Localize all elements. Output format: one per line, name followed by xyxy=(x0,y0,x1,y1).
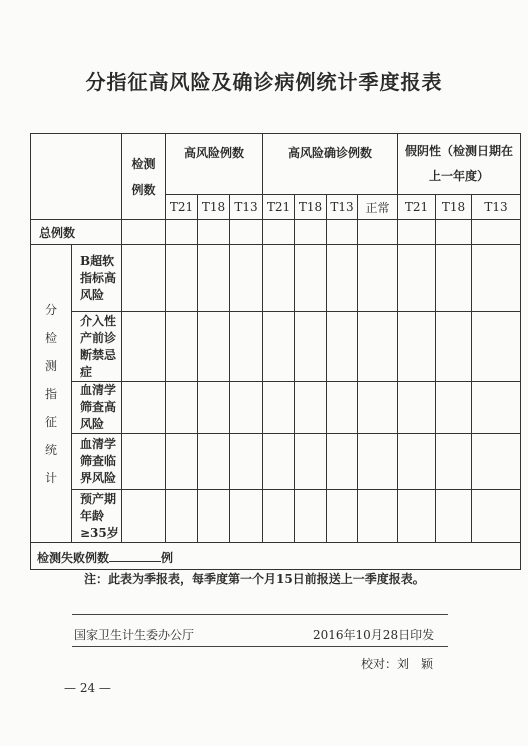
indication-row xyxy=(31,490,521,543)
sub-header-confirmed-t13: T13 xyxy=(327,195,358,220)
table-cell xyxy=(295,245,327,312)
table-cell xyxy=(198,220,230,245)
document-title: 分指征高风险及确诊病例统计季度报表 xyxy=(85,70,443,94)
indication-label: 血清学筛查临界风险 xyxy=(72,434,122,490)
sub-header-confirmed-t18: T18 xyxy=(295,195,327,220)
table-cell xyxy=(327,312,358,382)
indication-label: 血清学筛查高风险 xyxy=(72,382,122,434)
table-cell xyxy=(295,220,327,245)
table-cell xyxy=(122,220,166,245)
table-cell xyxy=(263,382,295,434)
sub-header-high-risk-t13: T13 xyxy=(230,195,263,220)
table-cell xyxy=(327,220,358,245)
table-cell xyxy=(398,220,436,245)
indication-label: 介入性产前诊断禁忌症 xyxy=(72,312,122,382)
divider-bottom xyxy=(72,646,448,647)
table-cell xyxy=(122,434,166,490)
table-cell xyxy=(398,312,436,382)
table-cell xyxy=(436,490,472,543)
table-cell xyxy=(358,434,398,490)
table-cell xyxy=(436,245,472,312)
total-row xyxy=(31,220,521,245)
indication-section-label: 分检测指征统计 xyxy=(31,245,72,543)
table-cell xyxy=(198,245,230,312)
table-cell xyxy=(436,434,472,490)
print-date: 2016年10月28日印发 xyxy=(313,628,435,642)
header-group-confirmed: 高风险确诊例数 xyxy=(263,134,398,195)
table-cell xyxy=(166,382,198,434)
table-cell xyxy=(263,220,295,245)
table-cell xyxy=(327,434,358,490)
table-cell xyxy=(198,434,230,490)
divider-top xyxy=(72,614,448,615)
table-cell xyxy=(166,220,198,245)
sub-header-high-risk-t18: T18 xyxy=(198,195,230,220)
indication-row xyxy=(31,382,521,434)
table-cell xyxy=(230,312,263,382)
failure-blank xyxy=(109,547,161,562)
table-cell xyxy=(358,220,398,245)
table-cell xyxy=(122,490,166,543)
table-cell xyxy=(472,220,521,245)
failure-count-row xyxy=(31,543,521,570)
table-cell xyxy=(398,245,436,312)
table-cell xyxy=(358,245,398,312)
note-text: 注：此表为季报表，每季度第一个月15日前报送上一季度报表。 xyxy=(84,572,425,586)
report-table xyxy=(30,133,521,570)
table-cell xyxy=(472,434,521,490)
table-cell xyxy=(295,490,327,543)
table-cell xyxy=(263,490,295,543)
failure-unit: 例 xyxy=(161,550,174,565)
table-cell xyxy=(436,312,472,382)
indication-label: 预产期年龄≥35岁 xyxy=(72,490,122,543)
table-cell xyxy=(358,312,398,382)
table-cell xyxy=(472,490,521,543)
sub-header-high-risk-t21: T21 xyxy=(166,195,198,220)
table-cell xyxy=(166,245,198,312)
table-cell xyxy=(358,382,398,434)
table-cell xyxy=(122,382,166,434)
table-cell xyxy=(263,434,295,490)
table-cell xyxy=(198,490,230,543)
table-cell xyxy=(263,312,295,382)
failure-row xyxy=(31,543,521,570)
table-cell xyxy=(436,220,472,245)
table-cell xyxy=(295,382,327,434)
table-cell xyxy=(398,382,436,434)
sub-header-false-negative-t13: T13 xyxy=(472,195,521,220)
sub-header-false-negative-t21: T21 xyxy=(398,195,436,220)
table-cell xyxy=(263,245,295,312)
total-label: 总例数 xyxy=(31,220,122,245)
table-cell xyxy=(166,434,198,490)
table-cell xyxy=(472,382,521,434)
table-cell xyxy=(230,220,263,245)
table-cell xyxy=(327,382,358,434)
sub-header-false-negative-t18: T18 xyxy=(436,195,472,220)
issuer: 国家卫生计生委办公厅 xyxy=(74,628,195,642)
table-cell xyxy=(198,382,230,434)
table-cell xyxy=(398,434,436,490)
table-cell xyxy=(230,434,263,490)
indication-row xyxy=(31,245,521,312)
table-cell xyxy=(398,490,436,543)
indication-row xyxy=(31,312,521,382)
table-cell xyxy=(230,382,263,434)
table-cell xyxy=(295,312,327,382)
proofreader: 校对：刘 颖 xyxy=(361,657,434,671)
corner-cell xyxy=(31,134,122,220)
table-cell xyxy=(122,312,166,382)
table-cell xyxy=(295,434,327,490)
sub-header-confirmed-normal: 正常 xyxy=(358,195,398,220)
table-cell xyxy=(472,312,521,382)
table-cell xyxy=(436,382,472,434)
table-cell xyxy=(166,490,198,543)
page-number: — 24 — xyxy=(64,681,111,695)
table-cell xyxy=(230,490,263,543)
failure-label: 检测失败例数 xyxy=(37,550,110,565)
header-group-high-risk: 高风险例数 xyxy=(166,134,263,195)
table-cell xyxy=(198,312,230,382)
sub-header-confirmed-t21: T21 xyxy=(263,195,295,220)
detection-count-header: 检测例数 xyxy=(122,134,166,220)
table-cell xyxy=(327,490,358,543)
table-cell xyxy=(327,245,358,312)
header-group-false-negative: 假阴性（检测日期在上一年度） xyxy=(398,134,521,195)
table-cell xyxy=(358,490,398,543)
table-cell xyxy=(122,245,166,312)
table-cell xyxy=(472,245,521,312)
table-cell xyxy=(230,245,263,312)
indication-row xyxy=(31,434,521,490)
indication-label: B超软指标高风险 xyxy=(72,245,122,312)
table-cell xyxy=(166,312,198,382)
